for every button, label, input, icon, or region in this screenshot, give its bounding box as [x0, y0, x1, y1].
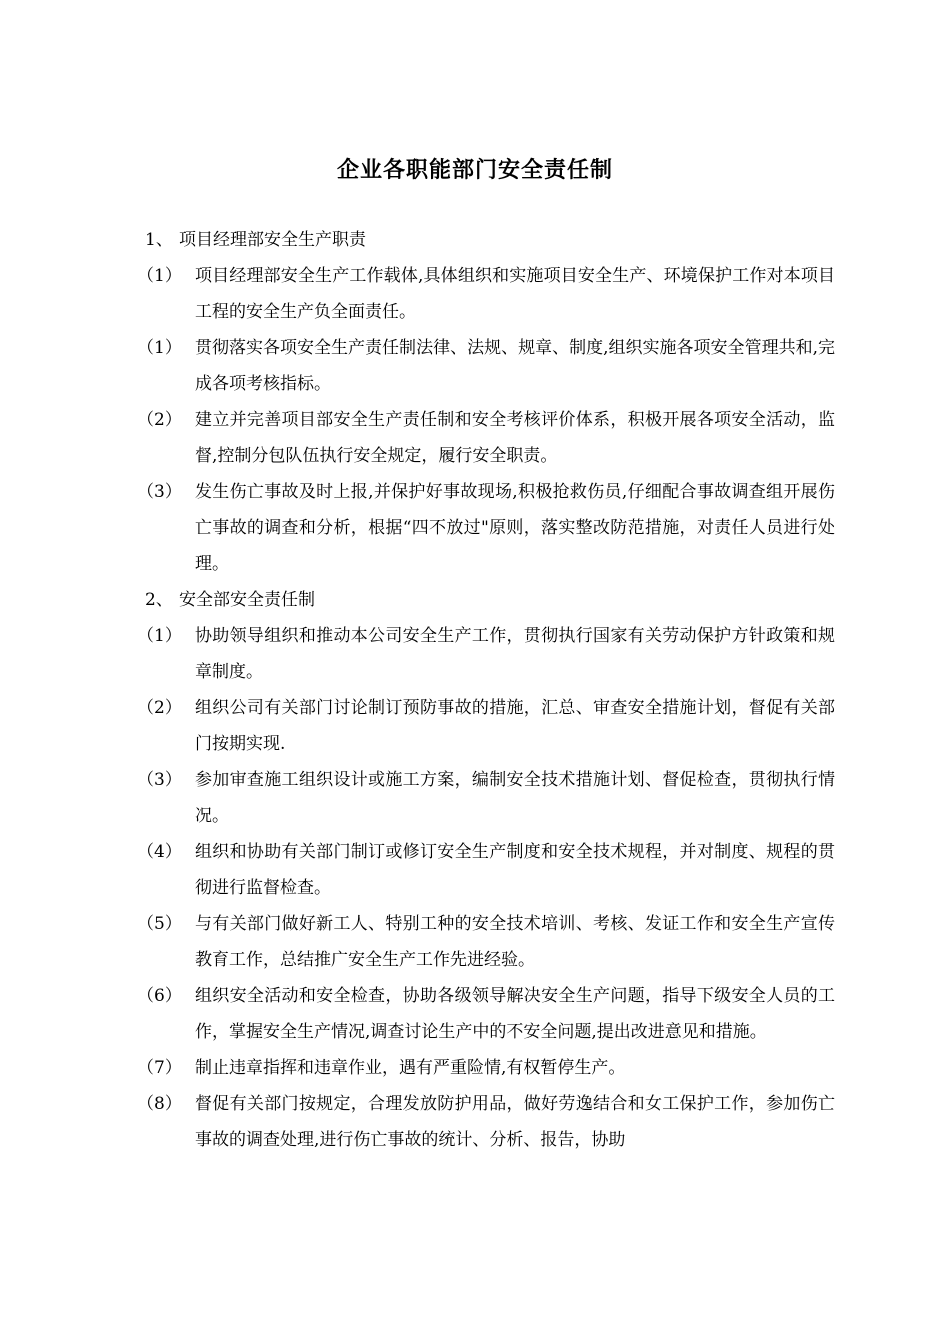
item-text: 项目经理部安全生产工作载体,具体组织和实施项目安全生产、环境保护工作对本项目工程的安全生产负全面责任。	[195, 266, 835, 322]
item-text: 组织安全活动和安全检查，协助各级领导解决安全生产问题，指导下级安全人员的工作，掌握安全生产情况,调查讨论生产中的不安全问题,提出改进意见和措施。	[195, 986, 835, 1042]
list-item	[137, 618, 835, 690]
item-text: 建立并完善项目部安全生产责任制和安全考核评价体系，积极开展各项安全活动，监督,控制分包队伍执行安全规定，履行安全职责。	[195, 410, 835, 466]
item-marker: （4）	[137, 842, 182, 862]
item-marker: （2）	[137, 410, 182, 430]
list-item	[137, 762, 835, 834]
item-marker: （6）	[137, 986, 182, 1006]
list-item	[137, 1086, 835, 1158]
list-item	[137, 1050, 835, 1086]
list-item	[137, 330, 835, 402]
item-marker: （5）	[137, 914, 182, 934]
item-text: 与有关部门做好新工人、特别工种的安全技术培训、考核、发证工作和安全生产宣传教育工作，总结推广安全生产工作先进经验。	[195, 914, 835, 970]
list-item	[137, 834, 835, 906]
item-marker: （1）	[137, 626, 182, 646]
list-item	[137, 258, 835, 330]
section-heading	[145, 582, 835, 618]
item-text: 参加审查施工组织设计或施工方案，编制安全技术措施计划、督促检查，贯彻执行情况。	[195, 770, 835, 826]
item-marker: （7）	[137, 1058, 182, 1078]
item-marker: （8）	[137, 1094, 182, 1114]
item-marker: （1）	[137, 266, 182, 286]
item-text: 制止违章指挥和违章作业，遇有严重险情,有权暂停生产。	[195, 1058, 626, 1078]
item-marker: （3）	[137, 770, 182, 790]
item-text: 督促有关部门按规定，合理发放防护用品，做好劳逸结合和女工保护工作，参加伤亡事故的调查处理,进行伤亡事故的统计、分析、报告，协助	[195, 1094, 835, 1150]
list-item	[137, 978, 835, 1050]
section-title: 项目经理部安全生产职责	[179, 230, 366, 250]
item-text: 贯彻落实各项安全生产责任制法律、法规、规章、制度,组织实施各项安全管理共和,完成各项考核指标。	[195, 338, 835, 394]
section-title: 安全部安全责任制	[179, 590, 315, 610]
item-marker: （1）	[137, 338, 182, 358]
list-item	[137, 402, 835, 474]
document-body	[137, 222, 835, 1158]
item-text: 组织公司有关部门讨论制订预防事故的措施，汇总、审查安全措施计划，督促有关部门按期实现.	[195, 698, 835, 754]
list-item	[137, 906, 835, 978]
list-item	[137, 474, 835, 582]
item-text: 发生伤亡事故及时上报,并保护好事故现场,积极抢救伤员,仔细配合事故调查组开展伤亡事故的调查和分析，根据“四不放过"原则，落实整改防范措施，对责任人员进行处理。	[195, 482, 835, 574]
item-marker: （2）	[137, 698, 182, 718]
item-marker: （3）	[137, 482, 182, 502]
item-text: 组织和协助有关部门制订或修订安全生产制度和安全技术规程，并对制度、规程的贯彻进行监督检查。	[195, 842, 835, 898]
document-title: 企业各职能部门安全责任制	[336, 157, 613, 183]
section-heading	[145, 222, 835, 258]
list-item	[137, 690, 835, 762]
section-number: 1、	[145, 230, 173, 250]
item-text: 协助领导组织和推动本公司安全生产工作，贯彻执行国家有关劳动保护方针政策和规章制度。	[195, 626, 835, 682]
section-number: 2、	[145, 590, 173, 610]
